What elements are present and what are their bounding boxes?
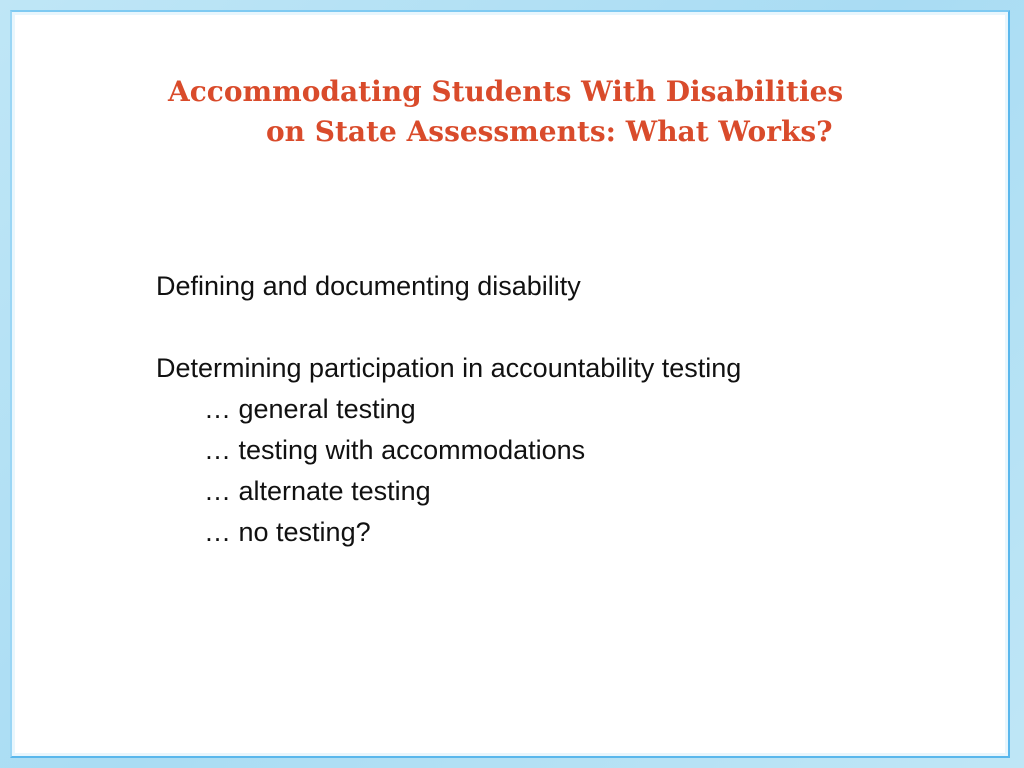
sub-item-testing-with-accommodations: … testing with accommodations [204,435,586,465]
body-item-defining: Defining and documenting disability [156,271,581,301]
slide-title-line-2: on State Assessments: What Works? [266,115,833,148]
slide-title-line-1: Accommodating Students With Disabilities [168,75,844,108]
slide-title [0,72,1024,152]
sub-item-general-testing: … general testing [204,394,416,424]
sub-item-no-testing: … no testing? [204,517,371,547]
body-item-determining: Determining participation in accountability testing [156,353,742,383]
sub-item-alternate-testing: … alternate testing [204,476,431,506]
body-spacer [156,307,741,348]
slide-body [156,266,741,553]
